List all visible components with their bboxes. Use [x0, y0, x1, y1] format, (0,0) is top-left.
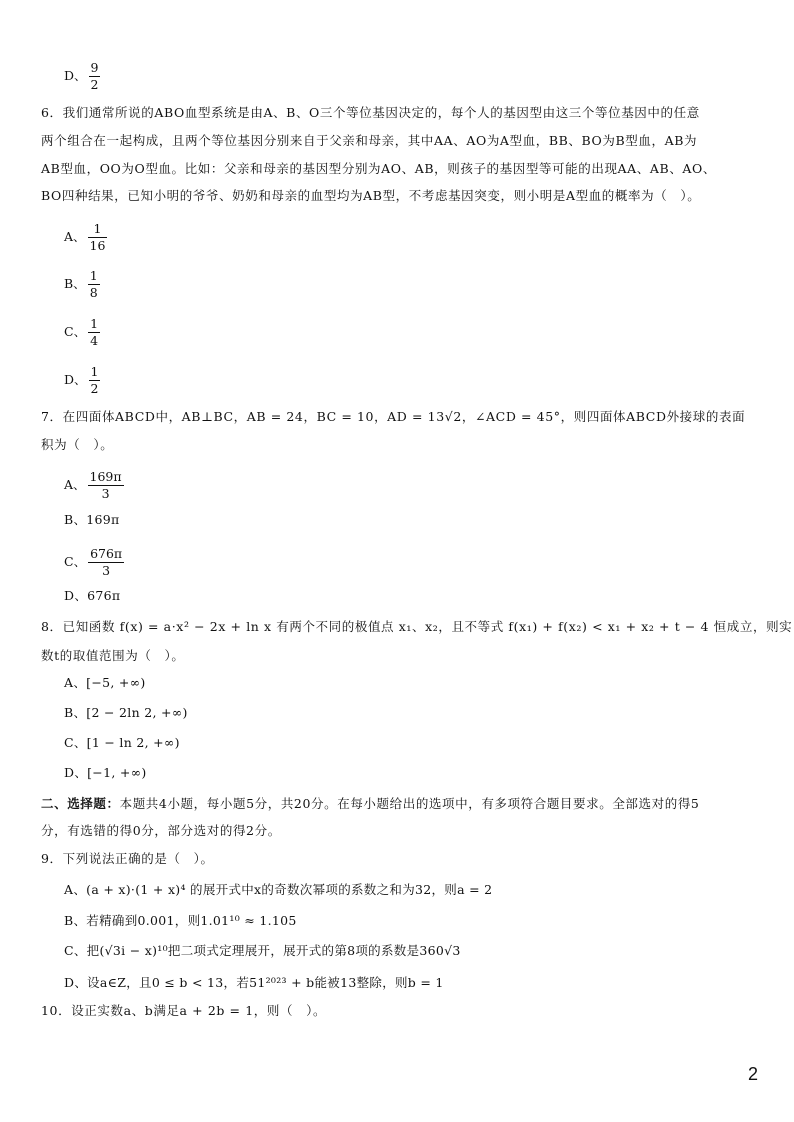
option-label: B、 [64, 276, 86, 291]
q9-text-line-1: 9．下列说法正确的是（ ）。 [41, 851, 214, 866]
q6-option-d[interactable] [64, 364, 100, 397]
q9-option-a[interactable] [64, 880, 492, 900]
option-label: B、 [64, 705, 87, 720]
option-label: C、 [64, 324, 87, 339]
fraction: $\frac{1}{8}$ [89, 268, 98, 300]
option-text: [−1, +∞) [87, 765, 147, 780]
option-label: D、 [64, 765, 88, 780]
section-instructions: 本题共4小题，每小题5分，共20分。在每小题给出的选项中，有多项符合题目要求。全部选对的得5 [119, 796, 700, 811]
q9-option-b[interactable] [64, 911, 297, 931]
option-label: A、 [64, 477, 86, 492]
q6-option-a[interactable] [64, 221, 107, 254]
option-text: [1 − ln 2, +∞) [86, 735, 180, 750]
option-text: 把(√3i − x)¹⁰把二项式定理展开，展开式的第8项的系数是360√3 [86, 943, 461, 958]
section-2-intro-line-2: 分，有选错的得0分，部分选对的得2分。 [41, 823, 281, 838]
option-text: 169π [86, 512, 120, 527]
option-text: (a + x)·(1 + x)⁴ 的展开式中x的奇数次幂项的系数之和为32，则a = 2 [86, 882, 493, 897]
option-label: D、 [64, 588, 88, 603]
q8-option-c[interactable] [64, 733, 180, 753]
q6-text-line-4: BO四种结果，已知小明的爷爷、奶奶和母亲的血型均为AB型，不考虑基因突变，则小明是A型血的概率为（ ）。 [41, 188, 701, 203]
option-label: A、 [64, 882, 87, 897]
fraction: $\frac{169\pi}{3}$ [89, 469, 122, 501]
option-text: 若精确到0.001，则1.01¹⁰ ≈ 1.105 [86, 913, 297, 928]
option-text: 设a∈Z，且0 ≤ b < 13，若51²⁰²³ + b能被13整除，则b = 1 [87, 975, 444, 990]
q6-option-b[interactable] [64, 268, 100, 301]
q8-text-line-2: 数t的取值范围为（ ）。 [41, 648, 185, 663]
q6-text-line-1: 6．我们通常所说的ABO血型系统是由A、B、O三个等位基因决定的，每个人的基因型由这三个等位基因中的任意 [41, 105, 700, 120]
q9-option-d[interactable] [64, 973, 444, 993]
option-text: [−5, +∞) [86, 675, 146, 690]
q10-text-line-1: 10．设正实数a、b满足a + 2b = 1，则（ ）。 [41, 1003, 327, 1018]
q7-option-d[interactable] [64, 586, 120, 606]
q8-text-line-1: 8．已知函数 f(x) = a·x² − 2x + ln x 有两个不同的极值点 x₁、x₂，且不等式 f(x₁) + f(x₂) < x₁ + x₂ + t − 4 恒成立，则实 [41, 619, 793, 634]
option-label: C、 [64, 943, 87, 958]
option-label: D、 [64, 68, 87, 83]
q6-text-line-2: 两个组合在一起构成，且两个等位基因分别来自于父亲和母亲，其中AA、AO为A型血，BB、BO为B型血，AB为 [41, 133, 698, 148]
q5-option-d[interactable] [64, 60, 100, 93]
option-text: 676π [87, 588, 121, 603]
q7-text-line-1: 7．在四面体ABCD中，AB⊥BC，AB = 24，BC = 10，AD = 13√2，∠ACD = 45°，则四面体ABCD外接球的表面 [41, 409, 746, 424]
option-label: B、 [64, 512, 87, 527]
option-label: B、 [64, 913, 87, 928]
fraction: $\frac{1}{4}$ [90, 316, 99, 348]
option-label: D、 [64, 975, 88, 990]
fraction: $\frac{9}{2}$ [90, 60, 99, 92]
option-label: D、 [64, 372, 87, 387]
section-heading: 二、选择题： [41, 796, 120, 811]
option-text: [2 − 2ln 2, +∞) [86, 705, 188, 720]
fraction: $\frac{676\pi}{3}$ [90, 546, 123, 578]
q6-text-line-3: AB型血，OO为O型血。比如：父亲和母亲的基因型分别为AO、AB，则孩子的基因型等可能的出现AA、AB、AO、 [41, 161, 716, 176]
q8-option-a[interactable] [64, 673, 146, 693]
section-2-intro-line-1 [41, 794, 761, 814]
fraction: $\frac{1}{2}$ [90, 364, 99, 396]
page-number: 2 [747, 1064, 758, 1084]
option-label: C、 [64, 735, 87, 750]
q7-option-b[interactable] [64, 510, 120, 530]
fraction: $\frac{1}{16}$ [89, 221, 106, 253]
q7-option-c[interactable] [64, 546, 124, 579]
option-label: A、 [64, 229, 86, 244]
q8-option-d[interactable] [64, 763, 147, 783]
q7-text-line-2: 积为（ ）。 [41, 437, 114, 452]
q6-option-c[interactable] [64, 316, 100, 349]
q7-option-a[interactable] [64, 469, 124, 502]
option-label: C、 [64, 554, 87, 569]
q9-option-c[interactable] [64, 941, 461, 961]
option-label: A、 [64, 675, 87, 690]
q8-option-b[interactable] [64, 703, 188, 723]
